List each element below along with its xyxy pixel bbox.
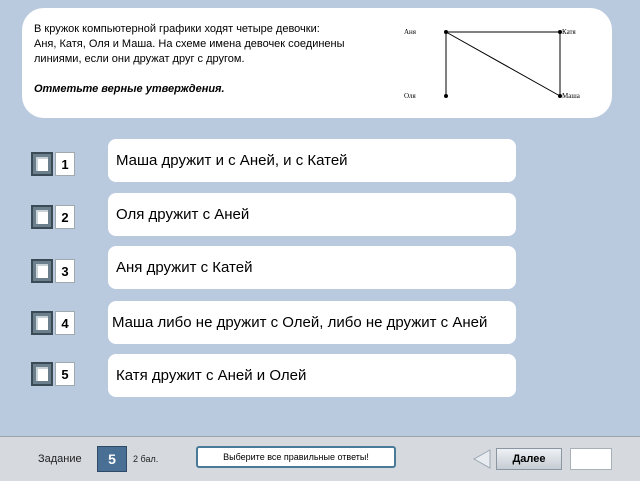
checkbox-icon [31, 152, 53, 176]
answer-option-4[interactable]: Маша либо не дружит с Олей, либо не дружит с Аней [108, 301, 516, 344]
answer-option-1[interactable]: Маша дружит и с Аней, и с Катей [108, 139, 516, 182]
answer-option-2[interactable]: Оля дружит с Аней [108, 193, 516, 236]
task-number: 5 [97, 446, 127, 472]
question-task: Отметьте верные утверждения. [34, 83, 225, 95]
node-dot-katya [558, 30, 562, 34]
question-card [22, 8, 612, 118]
checkbox-icon [31, 362, 53, 386]
checkbox-icon [31, 259, 53, 283]
answer-checkbox-4[interactable] [31, 311, 75, 337]
answer-option-5[interactable]: Катя дружит с Аней и Олей [108, 354, 516, 397]
node-dot-anya [444, 30, 448, 34]
edge-anya-masha [446, 32, 560, 96]
node-label-katya: Катя [562, 28, 576, 36]
instruction-hint: Выберите все правильные ответы! [196, 446, 396, 468]
task-points: 2 бал. [133, 454, 159, 464]
checkbox-icon [31, 205, 53, 229]
answer-checkbox-2[interactable] [31, 205, 75, 231]
answer-option-3[interactable]: Аня дружит с Катей [108, 246, 516, 289]
footer-bar [0, 436, 640, 481]
node-label-anya: Аня [404, 28, 417, 36]
question-line-3: линиями, если они дружат друг с другом. [34, 53, 245, 65]
question-text [34, 22, 394, 97]
node-dot-olya [444, 94, 448, 98]
answer-number: 1 [55, 152, 75, 176]
question-line-1: В кружок компьютерной графики ходят четыре девочки: [34, 23, 320, 35]
node-dot-masha [558, 94, 562, 98]
task-label: Задание [38, 453, 82, 465]
friendship-diagram [402, 22, 592, 107]
answer-checkbox-5[interactable] [31, 362, 75, 388]
answer-number: 2 [55, 205, 75, 229]
answer-number: 4 [55, 311, 75, 335]
question-line-2: Аня, Катя, Оля и Маша. На схеме имена девочек соединены [34, 38, 345, 50]
back-arrow-icon[interactable] [470, 448, 494, 470]
answer-checkbox-1[interactable] [31, 152, 75, 178]
empty-nav-slot [570, 448, 612, 470]
answer-number: 5 [55, 362, 75, 386]
node-label-masha: Маша [562, 92, 580, 100]
next-button[interactable]: Далее [496, 448, 562, 470]
node-label-olya: Оля [404, 92, 416, 100]
answer-number: 3 [55, 259, 75, 283]
checkbox-icon [31, 311, 53, 335]
answer-checkbox-3[interactable] [31, 259, 75, 285]
